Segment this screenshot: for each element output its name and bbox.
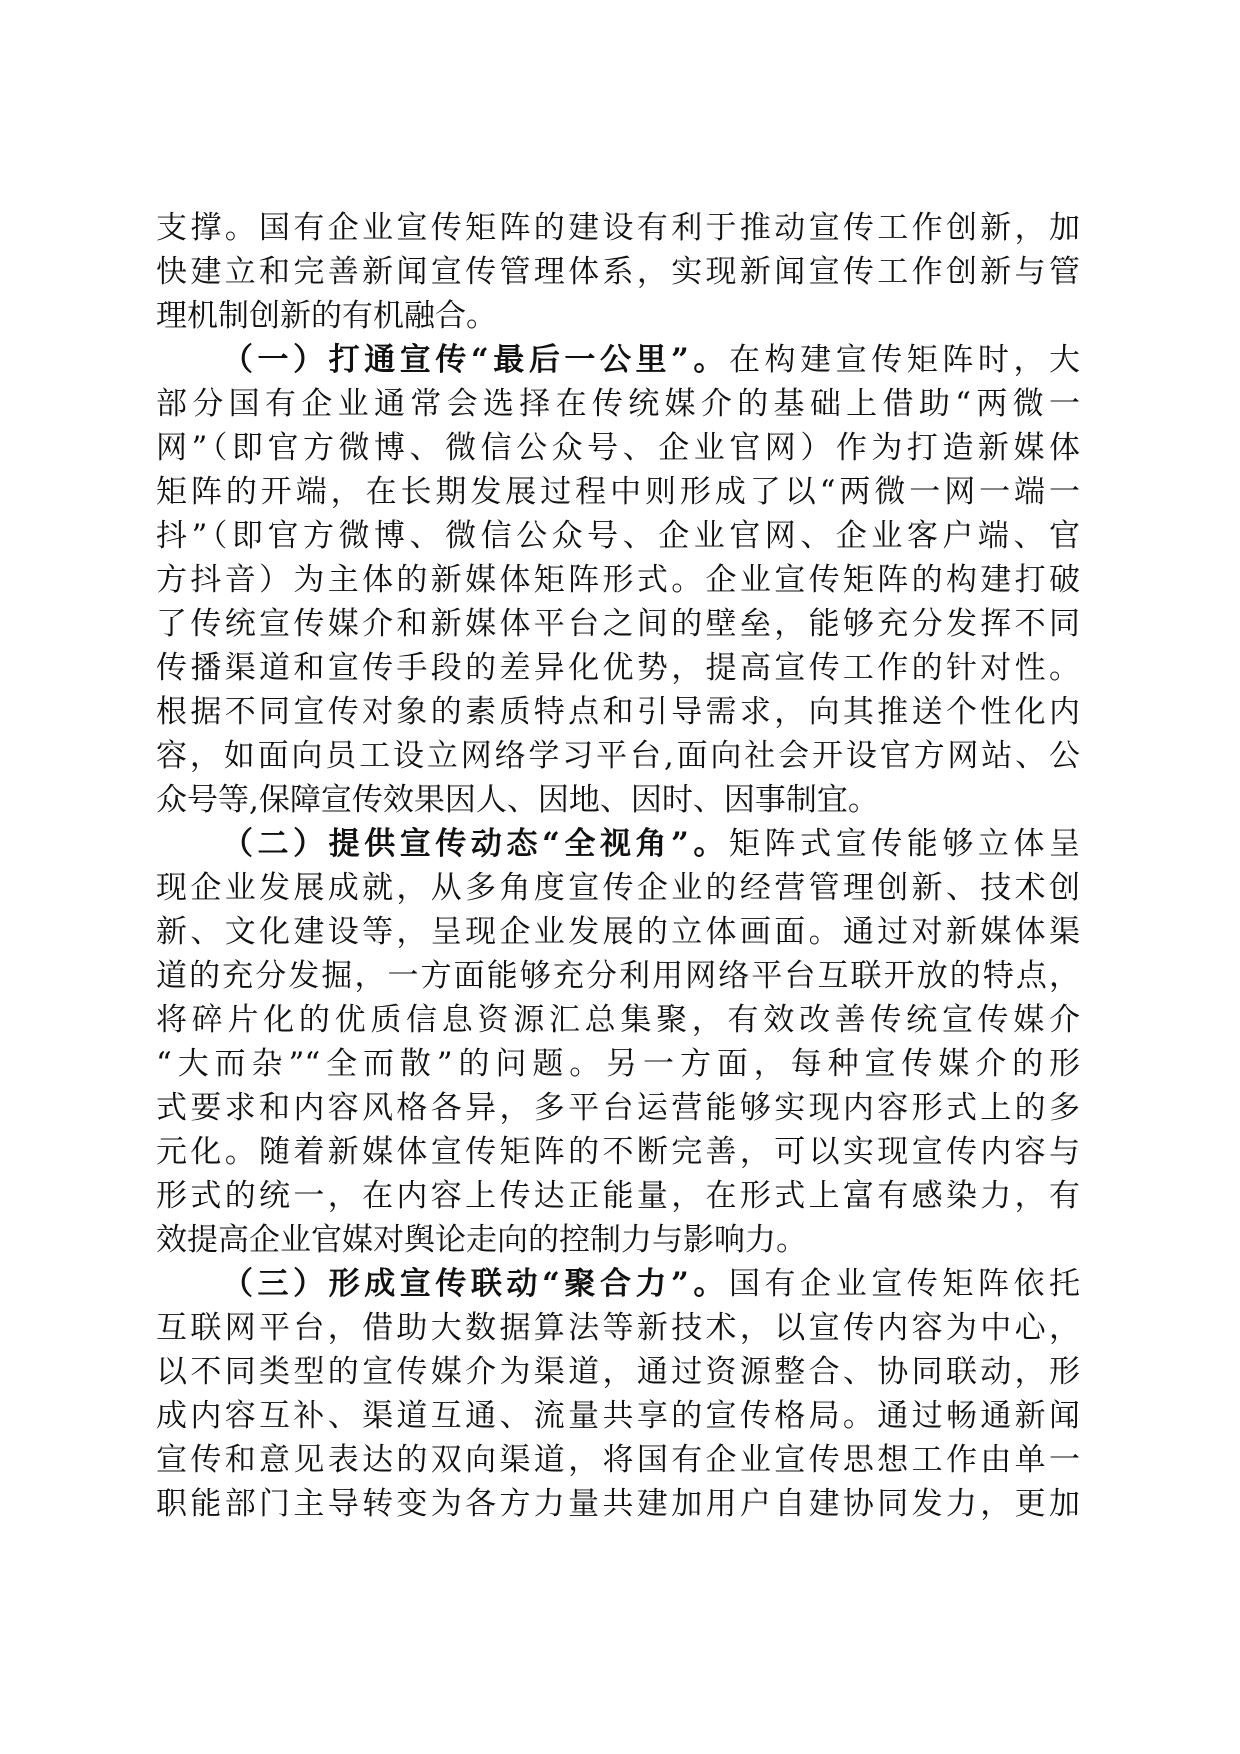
text-line: 方抖音）为主体的新媒体矩阵形式。企业宣传矩阵的构建打破 bbox=[156, 562, 1080, 598]
text-line: 网”（即官方微博、微信公众号、企业官网）作为打造新媒体 bbox=[156, 430, 1080, 466]
text-line: 支撑。国有企业宣传矩阵的建设有利于推动宣传工作创新，加 bbox=[156, 210, 1080, 246]
text-line: 效提高企业官媒对舆论走向的控制力与影响力。 bbox=[156, 1222, 807, 1258]
section-one-heading: （一）打通宣传“最后一公里”。 bbox=[222, 342, 729, 378]
section-two-heading: （二）提供宣传动态“全视角”。 bbox=[222, 826, 729, 862]
text-line: 矩阵的开端，在长期发展过程中则形成了以“两微一网一端一 bbox=[156, 474, 1080, 510]
text-line: 将碎片化的优质信息资源汇总集聚，有效改善传统宣传媒介 bbox=[156, 1002, 1080, 1038]
text-line: 快建立和完善新闻宣传管理体系，实现新闻宣传工作创新与管 bbox=[156, 254, 1080, 290]
text-line: 互联网平台，借助大数据算法等新技术，以宣传内容为中心， bbox=[156, 1310, 1080, 1346]
text-line: 职能部门主导转变为各方力量共建加用户自建协同发力，更加 bbox=[156, 1486, 1080, 1522]
text-line: 宣传和意见表达的双向渠道，将国有企业宣传思想工作由单一 bbox=[156, 1442, 1080, 1478]
text-line: “大而杂”“全而散”的问题。另一方面，每种宣传媒介的形 bbox=[156, 1046, 1080, 1082]
text-line: 以不同类型的宣传媒介为渠道，通过资源整合、协同联动，形 bbox=[156, 1354, 1080, 1390]
text-span: 矩阵式宣传能够立体呈 bbox=[729, 826, 1080, 862]
text-line: 了传统宣传媒介和新媒体平台之间的壁垒，能够充分发挥不同 bbox=[156, 606, 1080, 642]
section-three-heading: （三）形成宣传联动“聚合力”。 bbox=[222, 1266, 729, 1302]
text-line: 理机制创新的有机融合。 bbox=[156, 298, 497, 334]
text-line: 现企业发展成就，从多角度宣传企业的经营管理创新、技术创 bbox=[156, 870, 1080, 906]
section-two-first-line bbox=[156, 822, 1080, 866]
text-line: 传播渠道和宣传手段的差异化优势，提高宣传工作的针对性。 bbox=[156, 650, 1080, 686]
section-one-first-line bbox=[156, 338, 1080, 382]
text-span: 在构建宣传矩阵时，大 bbox=[729, 342, 1080, 378]
text-line: 道的充分发掘，一方面能够充分利用网络平台互联开放的特点， bbox=[156, 958, 1080, 994]
section-three-first-line bbox=[156, 1262, 1080, 1306]
text-line: 抖”（即官方微博、微信公众号、企业官网、企业客户端、官 bbox=[156, 518, 1080, 554]
text-line: 形式的统一，在内容上传达正能量，在形式上富有感染力，有 bbox=[156, 1178, 1080, 1214]
text-line: 新、文化建设等，呈现企业发展的立体画面。通过对新媒体渠 bbox=[156, 914, 1080, 950]
document-body bbox=[156, 206, 1080, 1526]
text-line: 式要求和内容风格各异，多平台运营能够实现内容形式上的多 bbox=[156, 1090, 1080, 1126]
text-line: 成内容互补、渠道互通、流量共享的宣传格局。通过畅通新闻 bbox=[156, 1398, 1080, 1434]
text-line: 根据不同宣传对象的素质特点和引导需求，向其推送个性化内 bbox=[156, 694, 1080, 730]
text-line: 容，如面向员工设立网络学习平台,面向社会开设官方网站、公 bbox=[156, 738, 1080, 774]
text-line: 部分国有企业通常会选择在传统媒介的基础上借助“两微一 bbox=[156, 386, 1080, 422]
text-line: 众号等,保障宣传效果因人、因地、因时、因事制宜。 bbox=[156, 782, 879, 818]
text-span: 国有企业宣传矩阵依托 bbox=[729, 1266, 1080, 1302]
text-line: 元化。随着新媒体宣传矩阵的不断完善，可以实现宣传内容与 bbox=[156, 1134, 1080, 1170]
